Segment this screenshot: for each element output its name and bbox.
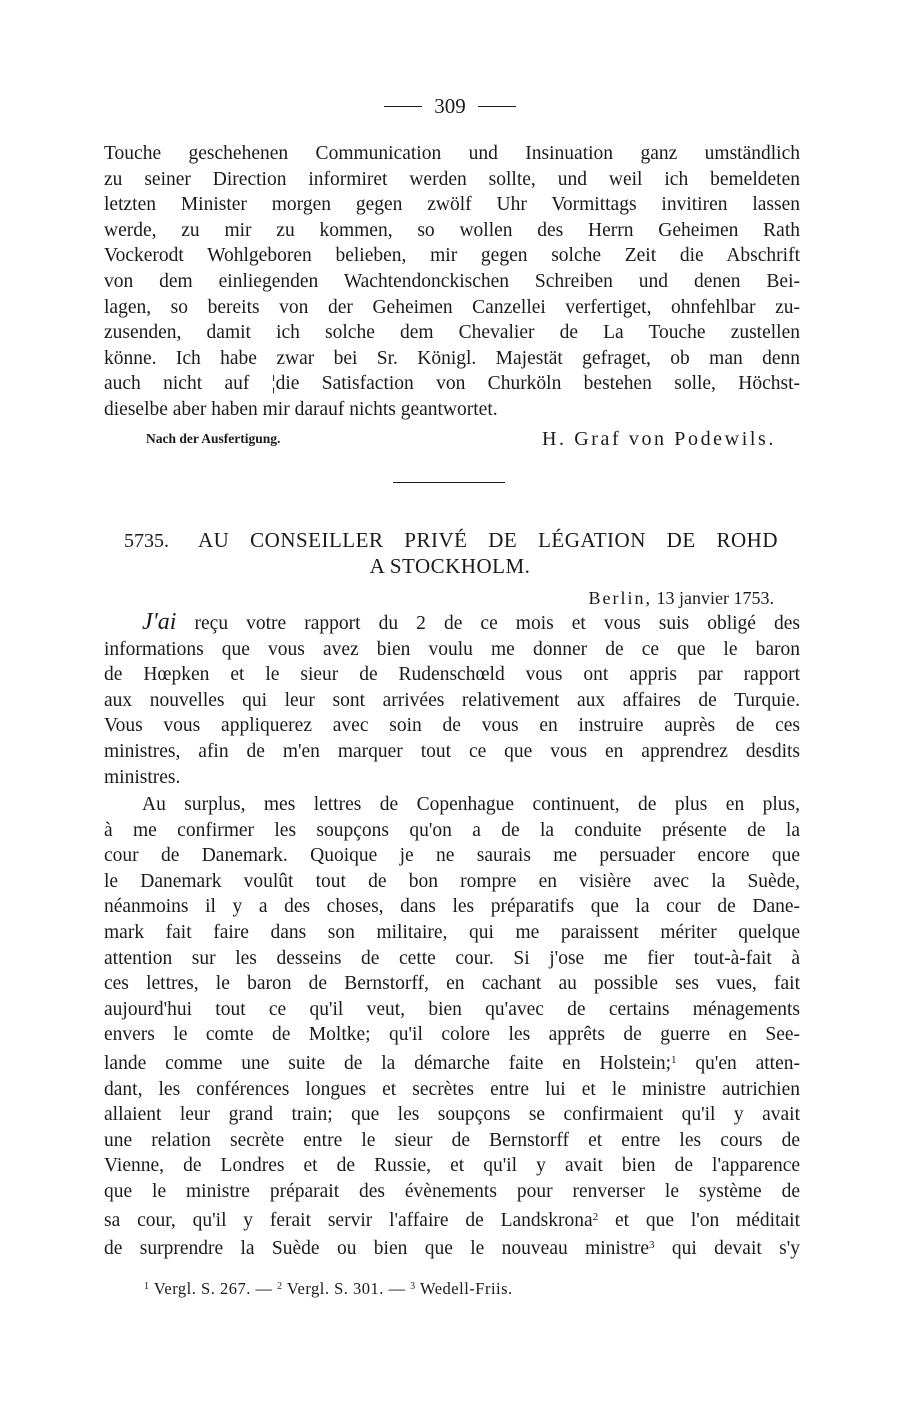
text-line: cour de Danemark. Quoique je ne saurais me persuader encore que: [104, 845, 800, 867]
text-line: [104, 1233, 800, 1262]
source-note: Nach der Ausfertigung.: [146, 431, 281, 446]
footnote-text: Wedell-Friis.: [415, 1279, 513, 1298]
header-dash-right: [478, 106, 516, 107]
text-line: allaient leur grand train; que les soupçons se confirmaient qu'il y avait: [104, 1104, 800, 1126]
text-line: könne. Ich habe zwar bei Sr. Königl. Majestät gefraget, ob man denn: [104, 347, 800, 369]
signatory-name: H. Graf von Podewils.: [541, 428, 776, 450]
text-fragment: sa cour, qu'il y ferait servir l'affaire de Landskrona: [104, 1209, 593, 1231]
dateline: [589, 588, 774, 609]
text-line: letzten Minister morgen gegen zwölf Uhr Vormittags invitiren lassen: [104, 194, 800, 216]
text-fragment: reçu votre rapport du 2 de ce mois et vous suis obligé des: [176, 613, 800, 634]
text-line: dant, les conférences longues et secrètes entre lui et le ministre autrichien: [104, 1078, 800, 1100]
text-line: ministres, afin de m'en marquer tout ce que vous en apprendrez desdits: [104, 740, 800, 762]
paragraph-continuation: [104, 141, 800, 423]
text-line: Au surplus, mes lettres de Copenhague continuent, de plus en plus,: [142, 794, 800, 815]
text-fragment: lande comme une suite de la démarche faite en Holstein;: [104, 1052, 671, 1074]
footnote-number: 1: [144, 1281, 150, 1292]
document-title-line2: A STOCKHOLM.: [369, 554, 531, 578]
text-line: [104, 1205, 800, 1234]
footnote-marker: 3: [649, 1239, 655, 1252]
text-fragment: qu'en atten-: [676, 1052, 800, 1074]
text-fragment: qui devait s'y: [654, 1238, 801, 1260]
text-line: [104, 610, 800, 637]
footnote-marker: 1: [671, 1053, 677, 1066]
text-line: [104, 1048, 800, 1077]
text-line: werde, zu mir zu kommen, so wollen des Herrn Geheimen Rath: [104, 219, 800, 241]
text-line: zusenden, damit ich solche dem Chevalier de La Touche zustellen: [104, 322, 800, 344]
date-place: Berlin,: [588, 588, 653, 608]
text-line: néanmoins il y a des choses, dans les préparatifs que la cour de Dane-: [104, 896, 800, 918]
text-line: ces lettres, le baron de Bernstorff, en cachant au possible ses vues, fait: [104, 973, 800, 995]
dropcap-word: J'ai: [142, 609, 177, 635]
text-line: le Danemark voulût tout de bon rompre en visière avec la Suède,: [104, 870, 800, 892]
text-line: de Hœpken et le sieur de Rudenschœld vous ont appris par rapport: [104, 664, 800, 686]
text-line: envers le comte de Moltke; qu'il colore les apprêts de guerre en See-: [104, 1024, 800, 1046]
text-line: attention sur les desseins de cette cour. Si j'ose me fier tout-à-fait à: [104, 947, 800, 969]
signature-block: [146, 428, 776, 458]
text-line: aux nouvelles qui leur sont arrivées relativement aux affaires de Turquie.: [104, 689, 800, 711]
text-line: Touche geschehenen Communication und Insinuation ganz umständlich: [104, 143, 800, 164]
text-line: aujourd'hui tout ce qu'il veut, bien qu'avec de certains ménagements: [104, 998, 800, 1020]
text-line: zu seiner Direction informiret werden sollte, und weil ich bemeldeten: [104, 168, 800, 190]
text-line: Vous vous appliquerez avec soin de vous en instruire auprès de ces: [104, 715, 800, 737]
text-fragment: de surprendre la Suède ou bien que le nouveau ministre: [104, 1238, 650, 1260]
document-title: AU CONSEILLER PRIVÉ DE LÉGATION DE ROHD: [198, 528, 778, 552]
text-line: à me confirmer les soupçons qu'on a de la conduite présente de la: [104, 819, 800, 841]
text-line: von dem einliegenden Wachtendonckischen Schreiben und denen Bei-: [104, 270, 800, 292]
text-line: dieselbe aber haben mir darauf nichts geantwortet.: [104, 398, 498, 420]
text-fragment: et que l'on méditait: [598, 1209, 800, 1231]
document-number: 5735.: [124, 530, 169, 552]
paragraph-letter-opening: [104, 610, 800, 790]
footnote-number: 3: [410, 1281, 416, 1292]
date: 13 janvier 1753.: [656, 588, 774, 608]
footnote-marker: 2: [592, 1210, 599, 1223]
section-divider: [393, 482, 505, 483]
text-line: lagen, so bereits von der Geheimen Canzellei verfertiget, ohnfehlbar zu-: [104, 296, 800, 318]
text-line: Vienne, de Londres et de Russie, et qu'il y avait bien de l'apparence: [104, 1155, 800, 1177]
text-line: auch nicht auf ¦die Satisfaction von Churköln bestehen solle, Höchst-: [104, 373, 800, 395]
footnote-text: Vergl. S. 267. —: [149, 1279, 278, 1298]
text-line: informations que vous avez bien voulu me donner de ce que le baron: [104, 638, 800, 660]
footnote-text: Vergl. S. 301. —: [282, 1279, 411, 1298]
header-dash-left: [384, 106, 422, 107]
page-header: [0, 94, 900, 119]
text-line: ministres.: [104, 766, 181, 788]
paragraph-main: [104, 792, 800, 1262]
text-line: mark fait faire dans son militaire, qui me paraissent mériter quelque: [104, 921, 800, 943]
text-line: que le ministre préparait des évènements pour renverser le système de: [104, 1180, 800, 1202]
text-line: Vockerodt Wohlgeboren belieben, mir gegen solche Zeit die Abschrift: [104, 245, 800, 267]
page-number: 309: [434, 94, 466, 118]
footnotes: [144, 1279, 513, 1299]
footnote-number: 2: [277, 1281, 283, 1292]
text-line: une relation secrète entre le sieur de Bernstorff et entre les cours de: [104, 1129, 800, 1151]
